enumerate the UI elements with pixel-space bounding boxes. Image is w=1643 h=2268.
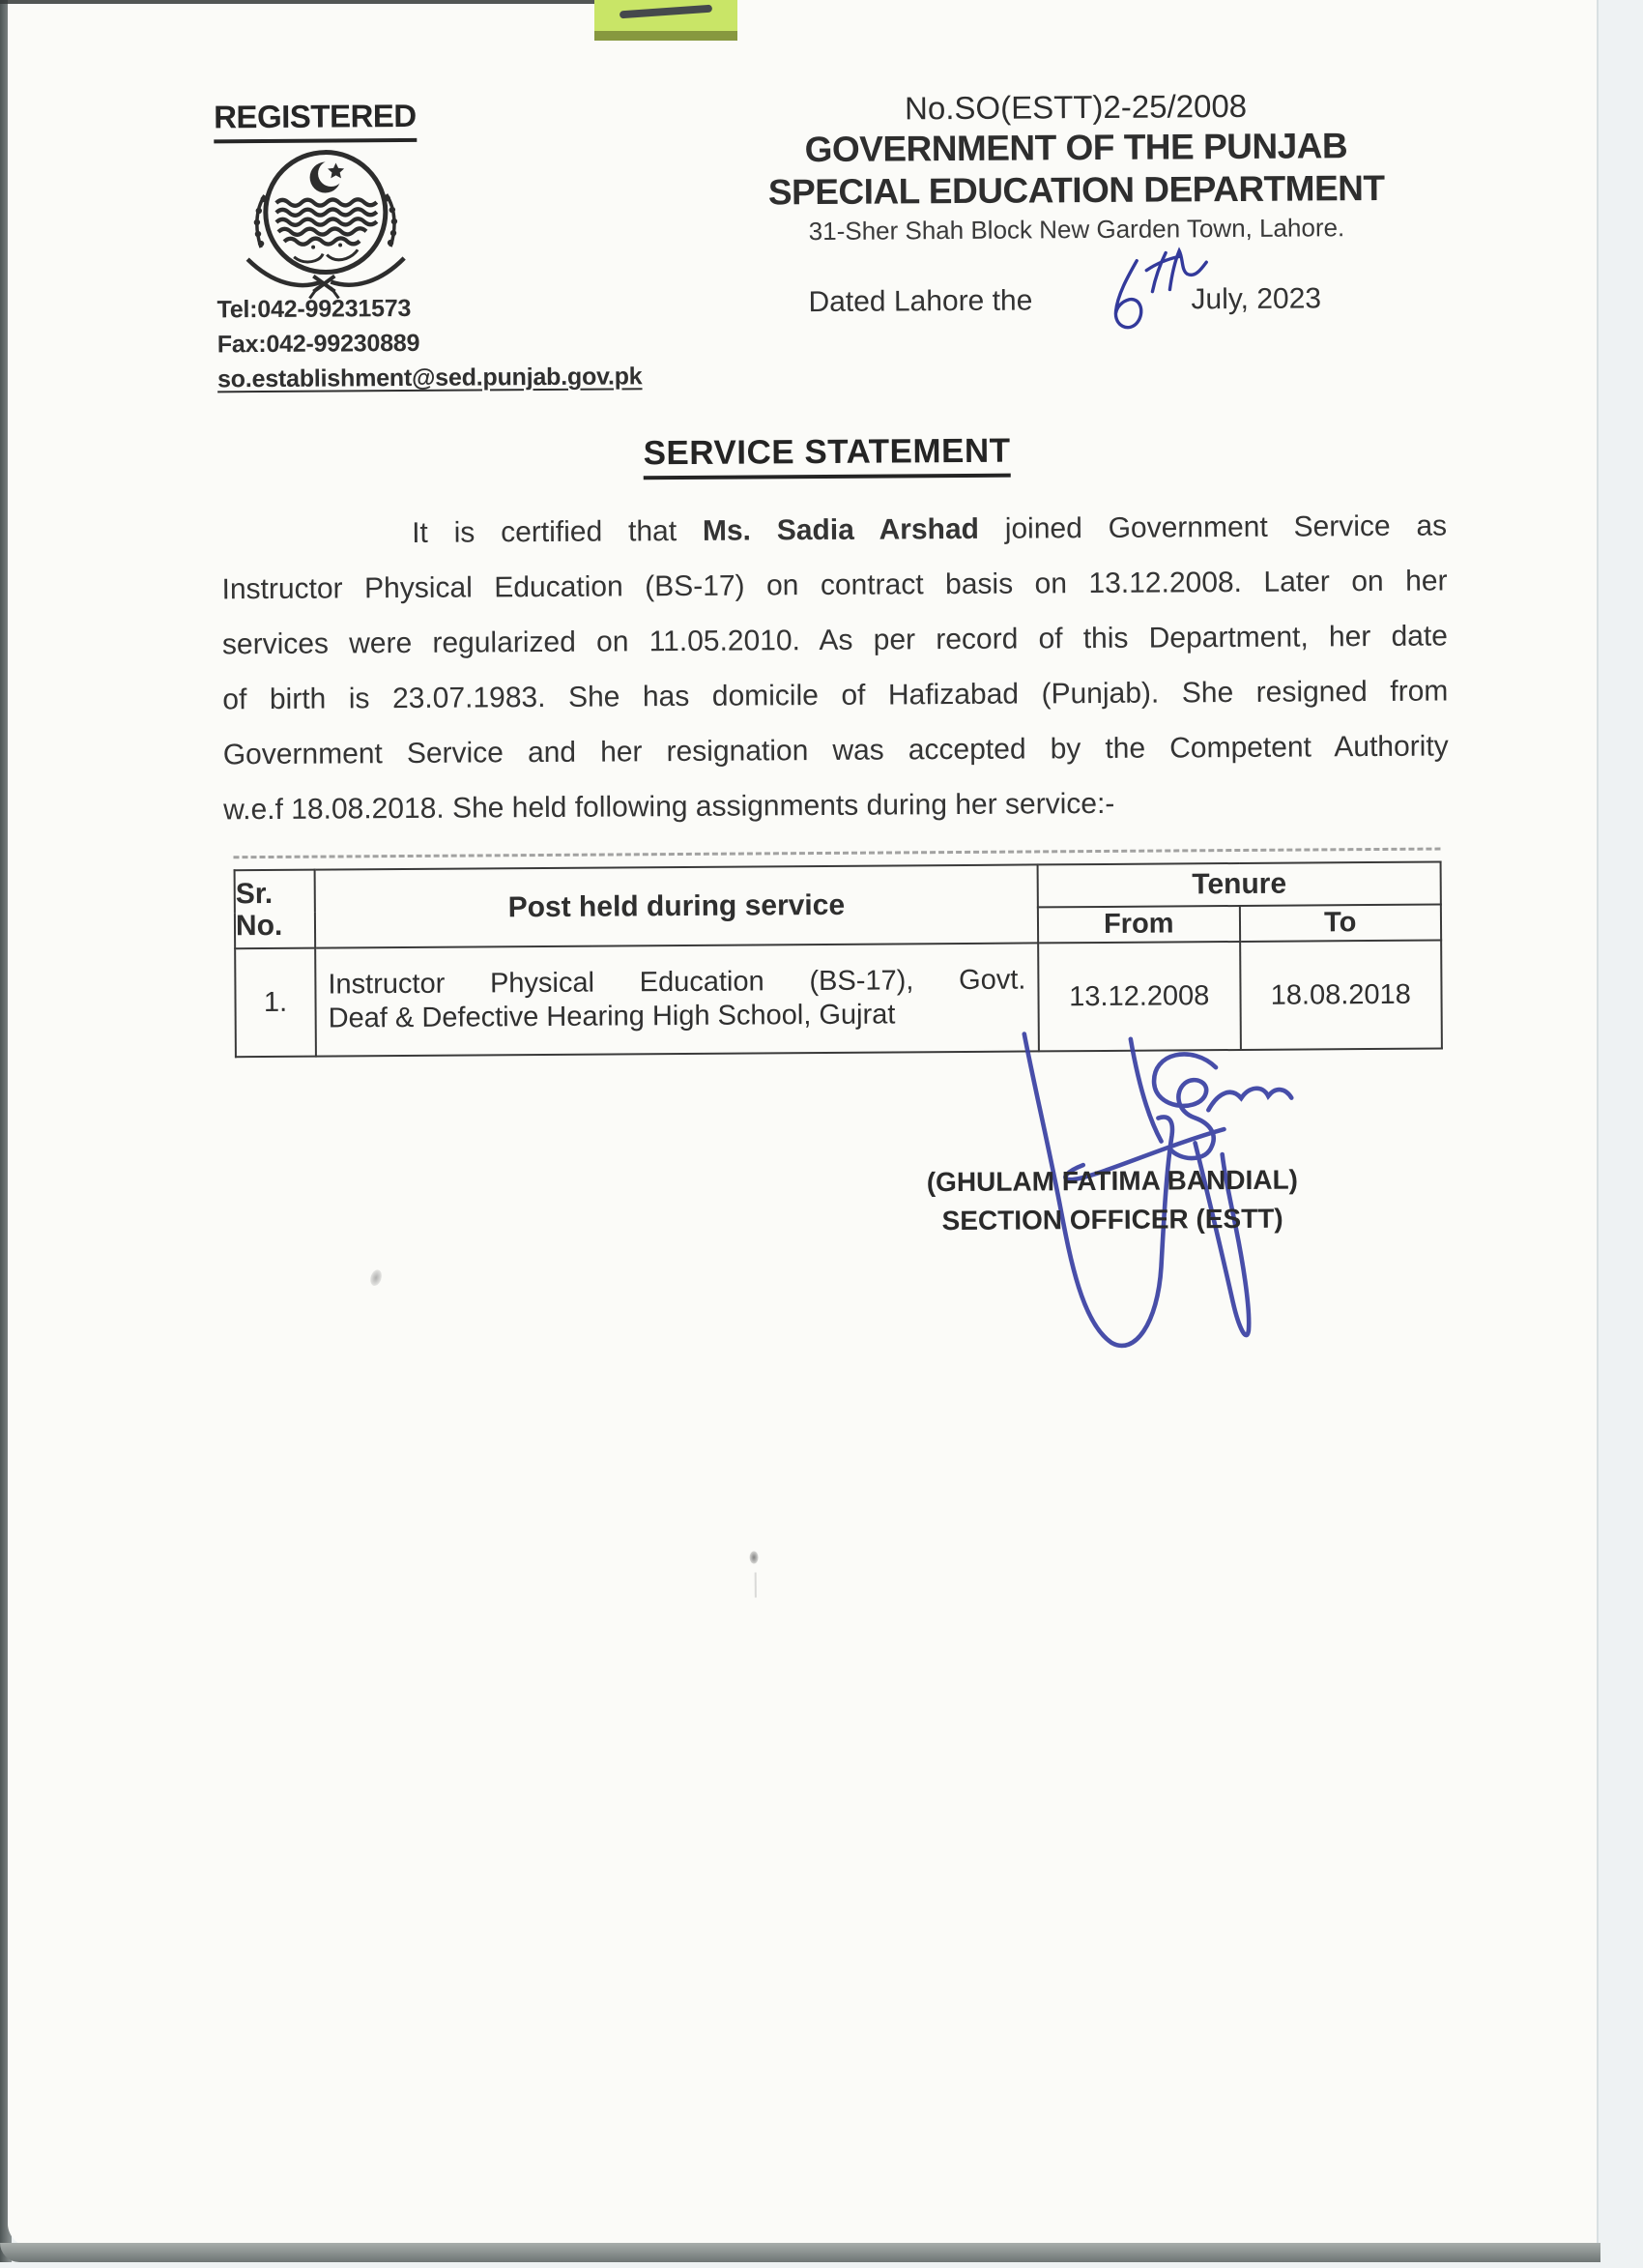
cell-from: 13.12.2008	[1038, 942, 1240, 1051]
body-line-3: services were regularized on 11.05.2010. As per record of this Department, her date	[221, 620, 1449, 661]
department-address: 31-Sher Shah Block New Garden Town, Lahore.	[808, 213, 1345, 247]
cell-to: 18.08.2018	[1240, 941, 1442, 1050]
cell-post-line1: Instructor Physical Education (BS-17), Govt.	[328, 964, 1026, 1001]
cell-post	[315, 943, 1039, 1056]
cell-sr: 1.	[235, 948, 316, 1058]
body-line-1	[412, 506, 1447, 553]
contact-fax: Fax:042-99230889	[216, 329, 420, 359]
subject-name: Ms. Sadia Arshad	[702, 512, 980, 547]
contact-email: so.establishment@sed.punjab.gov.pk	[216, 363, 643, 393]
scan-line-artifact	[233, 848, 1440, 859]
header-sr-line1: Sr.	[235, 877, 274, 910]
registered-label: REGISTERED	[214, 98, 417, 143]
ink-smudge	[755, 1572, 757, 1597]
body-line-6: w.e.f 18.08.2018. She held following assignments during her service:-	[223, 787, 1115, 827]
header-tenure: Tenure	[1038, 862, 1441, 908]
document-title-text: SERVICE STATEMENT	[643, 432, 1010, 480]
contact-tel: Tel:042-99231573	[216, 294, 412, 324]
department-name: SPECIAL EDUCATION DEPARTMENT	[767, 167, 1385, 213]
body-line-1-pre: It is certified that	[412, 515, 677, 549]
header-sr-line2: No.	[235, 909, 283, 942]
signatory-name: (GHULAM FATIMA BANDIAL)	[926, 1164, 1299, 1198]
body-line-1-post: joined Government Service as	[1004, 509, 1448, 545]
ink-smudge	[368, 1268, 384, 1288]
punjab-crest-icon	[233, 138, 412, 302]
ink-smudge	[750, 1551, 759, 1563]
dated-prefix: Dated Lahore the	[808, 284, 1033, 319]
header-to: To	[1239, 905, 1441, 942]
document-title	[575, 431, 1078, 480]
header-sr-no	[235, 870, 316, 949]
body-line-5: Government Service and her resignation was accepted by the Competent Authority	[222, 730, 1449, 771]
government-name: GOVERNMENT OF THE PUNJAB	[804, 126, 1348, 170]
signatory-title: SECTION OFFICER (ESTT)	[941, 1203, 1283, 1236]
cell-post-line2: Deaf & Defective Hearing High School, Gujrat	[328, 999, 896, 1034]
header-post: Post held during service	[315, 864, 1039, 947]
header-from: From	[1038, 906, 1240, 943]
body-line-2: Instructor Physical Education (BS-17) on contract basis on 13.12.2008. Later on her	[221, 565, 1448, 606]
reference-number: No.SO(ESTT)2-25/2008	[904, 87, 1248, 127]
body-line-4: of birth is 23.07.1983. She has domicile of Hafizabad (Punjab). She resigned from	[222, 675, 1449, 716]
dated-month-year: July, 2023	[1191, 282, 1322, 316]
